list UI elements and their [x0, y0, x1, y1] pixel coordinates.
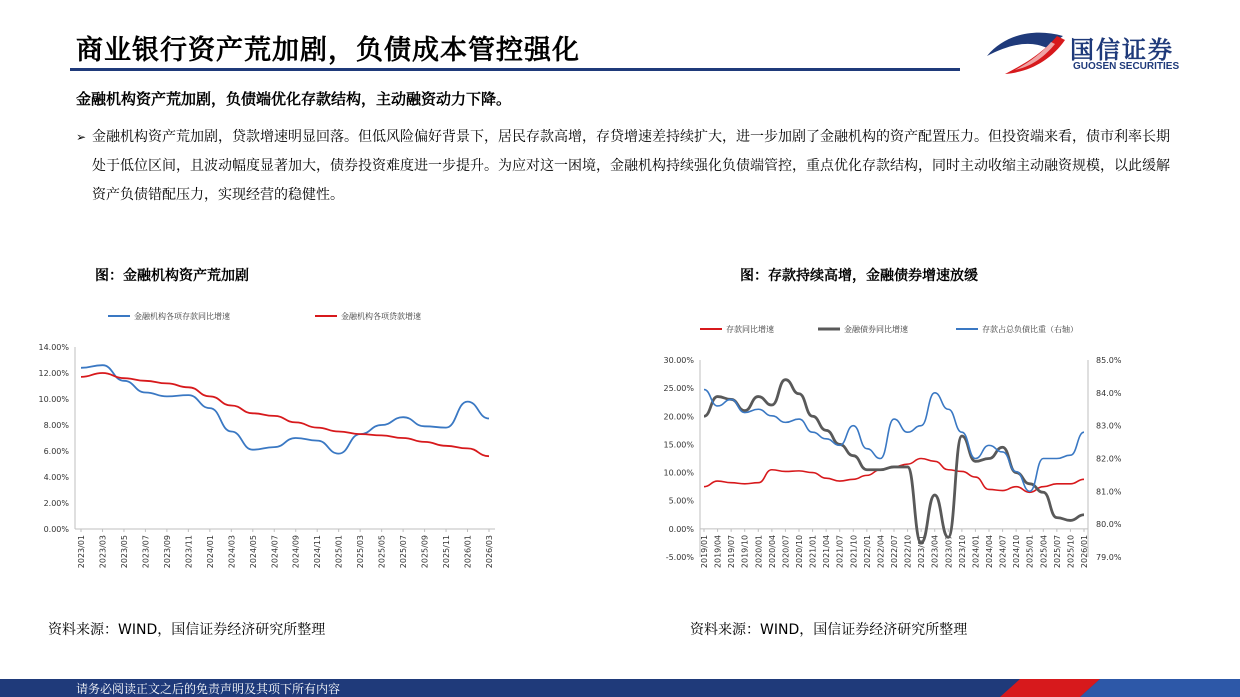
- x-tick-label: 2022/10: [903, 534, 913, 569]
- footer-accent-icon: [940, 679, 1240, 697]
- x-tick-label: 2021/01: [808, 534, 818, 569]
- left-y-tick-label: 30.00%: [663, 356, 694, 365]
- x-tick-label: 2025/09: [420, 535, 430, 569]
- x-tick-label: 2023/04: [930, 534, 940, 569]
- x-tick-label: 2020/10: [795, 534, 804, 569]
- y-tick-label: 10.00%: [38, 395, 69, 404]
- legend-label: 存款占总负债比重（右轴）: [982, 325, 1078, 334]
- x-tick-label: 2025/04: [1039, 534, 1049, 569]
- left-y-tick-label: 0.00%: [668, 524, 694, 534]
- y-tick-label: 12.00%: [38, 369, 69, 378]
- x-tick-label: 2020/04: [767, 534, 777, 569]
- legend-label: 存款同比增速: [726, 325, 774, 334]
- series-line-1: [704, 380, 1084, 543]
- x-tick-label: 2020/01: [754, 534, 764, 569]
- right-y-tick-label: 85.0%: [1096, 356, 1122, 365]
- logo-chinese-text: 国信证券: [1070, 36, 1174, 64]
- x-tick-label: 2024/04: [985, 534, 994, 569]
- left-y-tick-label: 20.00%: [663, 412, 694, 422]
- x-tick-label: 2024/01: [205, 535, 215, 569]
- x-tick-label: 2026/01: [1080, 534, 1089, 569]
- left-y-tick-label: 5.00%: [668, 496, 694, 506]
- series-line-1: [81, 373, 489, 456]
- right-y-tick-label: 83.0%: [1096, 421, 1122, 431]
- right-y-tick-label: 82.0%: [1096, 454, 1122, 464]
- legend-label: 金融机构各项存款同比增速: [134, 312, 230, 321]
- x-tick-label: 2024/01: [971, 534, 981, 569]
- left-y-tick-label: 25.00%: [663, 384, 694, 394]
- y-tick-label: 0.00%: [43, 525, 69, 534]
- left-y-tick-label: 10.00%: [663, 468, 694, 478]
- right-y-tick-label: 80.0%: [1096, 520, 1122, 530]
- series-line-2: [704, 390, 1084, 492]
- x-tick-label: 2021/07: [835, 534, 845, 569]
- x-tick-label: 2023/07: [944, 534, 954, 569]
- series-line-0: [704, 459, 1084, 493]
- x-tick-label: 2023/09: [162, 535, 172, 569]
- x-tick-label: 2023/07: [141, 535, 151, 569]
- legend-label: 金融债券同比增速: [844, 325, 908, 334]
- x-tick-label: 2019/01: [700, 534, 709, 569]
- x-tick-label: 2024/03: [227, 535, 237, 569]
- page-title: 商业银行资产荒加剧，负债成本管控强化: [76, 35, 580, 66]
- x-tick-label: 2022/01: [862, 534, 872, 569]
- right-chart-title: 图：存款持续高增，金融债券增速放缓: [740, 268, 978, 284]
- x-tick-label: 2024/07: [998, 534, 1008, 569]
- left-line-chart: [30, 300, 510, 580]
- x-tick-label: 2020/07: [781, 534, 791, 569]
- title-divider: [70, 68, 960, 71]
- x-tick-label: 2023/01: [77, 535, 86, 569]
- x-tick-label: 2023/03: [98, 535, 108, 569]
- x-tick-label: 2026/01: [463, 535, 473, 569]
- x-tick-label: 2024/07: [270, 535, 280, 569]
- x-tick-label: 2022/07: [890, 534, 899, 569]
- footer-disclaimer: 请务必阅读正文之后的免责声明及其项下所有内容: [76, 682, 341, 696]
- x-tick-label: 2023/11: [184, 535, 194, 569]
- x-tick-label: 2025/01: [334, 535, 344, 569]
- x-tick-label: 2025/07: [1052, 534, 1062, 569]
- right-y-tick-label: 81.0%: [1096, 487, 1122, 497]
- y-tick-label: 4.00%: [43, 473, 69, 482]
- x-tick-label: 2024/05: [248, 535, 258, 569]
- x-tick-label: 2019/07: [727, 534, 737, 569]
- x-tick-label: 2025/10: [1066, 534, 1076, 569]
- footer-bar: [0, 679, 1240, 697]
- bullet-arrow-icon: ➢: [76, 130, 87, 144]
- series-line-0: [81, 365, 489, 453]
- right-y-tick-label: 79.0%: [1096, 553, 1122, 562]
- y-tick-label: 14.00%: [38, 343, 69, 352]
- x-tick-label: 2023/10: [957, 534, 967, 569]
- x-tick-label: 2022/04: [876, 534, 886, 569]
- y-tick-label: 6.00%: [43, 447, 69, 456]
- x-tick-label: 2026/03: [485, 535, 494, 569]
- x-tick-label: 2021/04: [822, 534, 832, 569]
- x-tick-label: 2023/05: [119, 535, 129, 569]
- x-tick-label: 2025/01: [1025, 534, 1035, 569]
- x-tick-label: 2025/11: [442, 535, 452, 569]
- left-y-tick-label: 15.00%: [663, 440, 694, 450]
- x-tick-label: 2025/07: [399, 535, 409, 569]
- bullet-paragraph: [76, 123, 1176, 210]
- x-tick-label: 2024/11: [313, 535, 323, 569]
- x-tick-label: 2025/05: [377, 535, 387, 569]
- bullet-text: 金融机构资产荒加剧，贷款增速明显回落。但低风险偏好背景下，居民存款高增，存贷增速差持续扩大，进一步加剧了金融机构的资产配置压力。但投资端来看，债市利率长期处于低位区间，且波动幅度显著加大，债券投资难度进一步提升。为应对这一困境，金融机构持续强化负债端管控，重点优化存款结构，同时主动收缩主动融资规模，以此缓解资产负债错配压力，实现经营的稳健性。: [92, 129, 1170, 203]
- left-chart-title: 图：金融机构资产荒加剧: [95, 268, 249, 284]
- right-y-tick-label: 84.0%: [1096, 388, 1122, 398]
- y-tick-label: 2.00%: [43, 499, 69, 508]
- x-tick-label: 2025/03: [356, 535, 366, 569]
- section-subheading: 金融机构资产荒加剧，负债端优化存款结构，主动融资动力下降。: [76, 90, 512, 108]
- x-tick-label: 2023/01: [917, 534, 927, 569]
- right-line-chart: [660, 312, 1140, 596]
- logo-english-text: GUOSEN SECURITIES: [1073, 61, 1180, 72]
- legend-label: 金融机构各项贷款增速: [341, 312, 421, 321]
- left-chart-source: 资料来源：WIND，国信证券经济研究所整理: [48, 622, 326, 638]
- x-tick-label: 2021/10: [849, 534, 859, 569]
- right-chart-source: 资料来源：WIND，国信证券经济研究所整理: [690, 622, 968, 638]
- x-tick-label: 2024/09: [291, 535, 301, 569]
- x-tick-label: 2019/04: [713, 534, 723, 569]
- x-tick-label: 2024/10: [1012, 534, 1022, 569]
- x-tick-label: 2019/10: [740, 534, 750, 569]
- y-tick-label: 8.00%: [43, 421, 69, 430]
- left-y-tick-label: -5.00%: [665, 553, 694, 562]
